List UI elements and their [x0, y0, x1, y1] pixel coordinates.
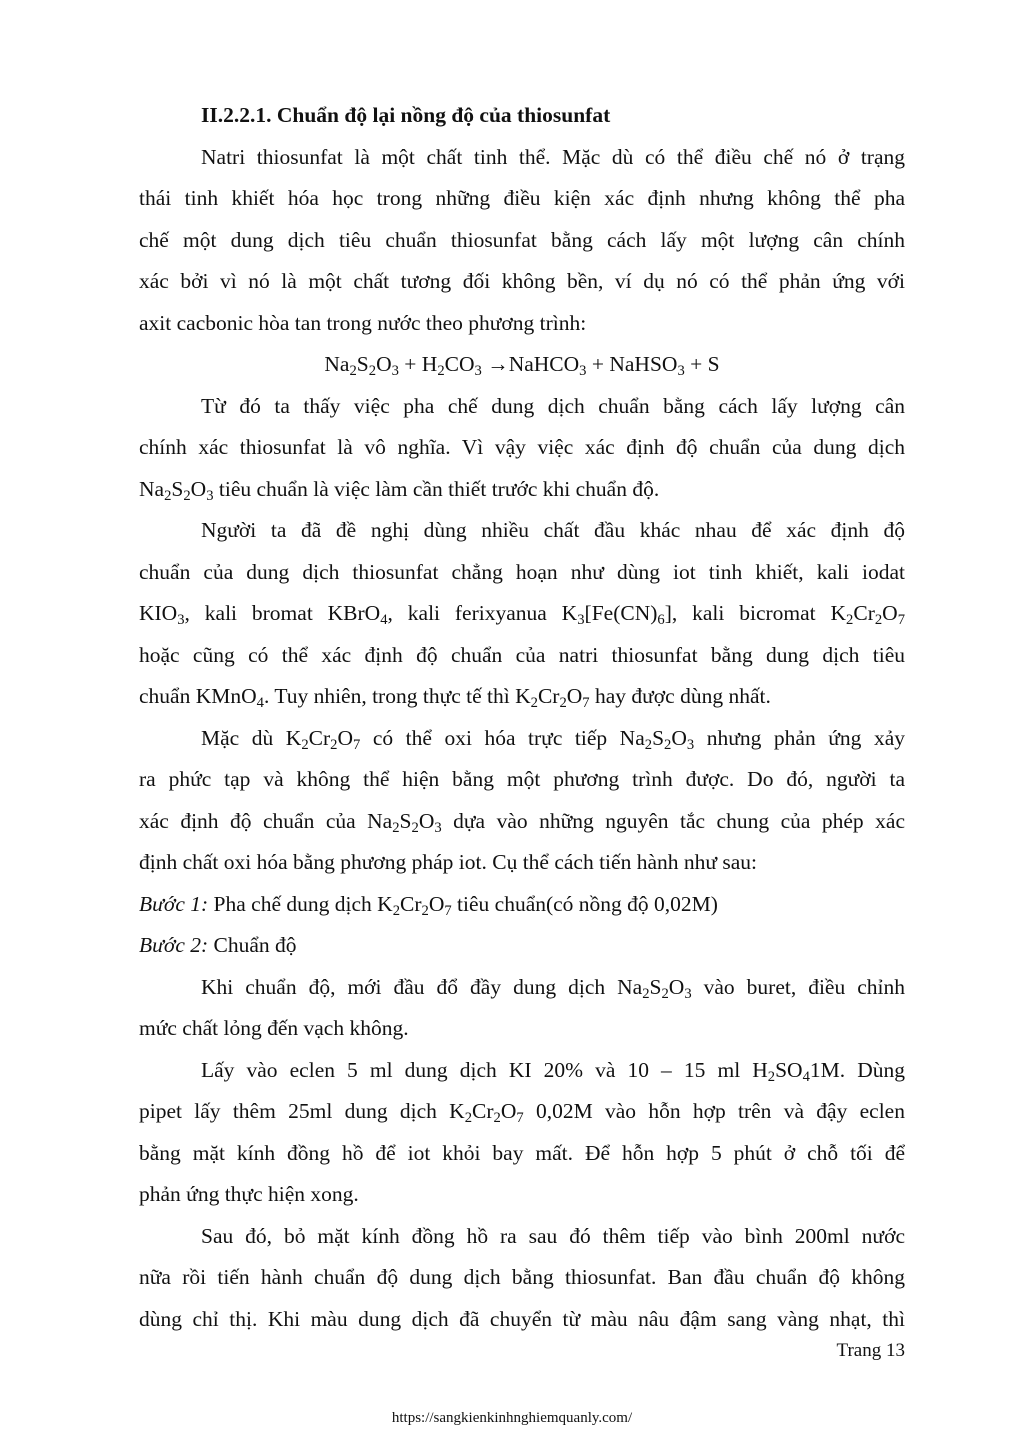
text-line: pipet lấy thêm 25ml dung dịch $K_2Cr_2O_7$ 0,02M vào hỗn hợp trên và đậy eclen: [139, 1099, 905, 1127]
text-line: Từ đó ta thấy việc pha chế dung dịch chuẩn bằng cách lấy lượng cân: [201, 393, 905, 418]
text-line: nữa rồi tiến hành chuẩn độ dung dịch bằng thiosunfat. Ban đầu chuẩn độ không: [139, 1265, 905, 1289]
text-line: thái tinh khiết hóa học trong những điều kiện xác định nhưng không thể pha: [139, 186, 905, 210]
text-line: bằng mặt kính đồng hồ để iot khỏi bay mất. Để hỗn hợp 5 phút ở chỗ tối để: [139, 1140, 905, 1165]
text-line: định chất oxi hóa bằng phương pháp iot. Cụ thể cách tiến hành như sau:: [139, 850, 758, 874]
text-line: ra phức tạp và không thể hiện bằng một phương trình được. Do đó, người ta: [139, 767, 905, 791]
text-line: Người ta đã đề nghị dùng nhiều chất đầu khác nhau để xác định độ: [201, 518, 905, 542]
text-line: chế một dung dịch tiêu chuẩn thiosunfat bằng cách lấy một lượng cân chính: [139, 227, 905, 252]
text-line: Lấy vào eclen 5 ml dung dịch KI 20% và 10 – 15 ml $H_2SO_41M$. Dùng: [201, 1057, 905, 1085]
text-line: mức chất lỏng đến vạch không.: [139, 1016, 409, 1040]
text-line: phản ứng thực hiện xong.: [139, 1182, 359, 1206]
text-line: Sau đó, bỏ mặt kính đồng hồ ra sau đó thêm tiếp vào bình 200ml nước: [201, 1223, 905, 1248]
footer-url[interactable]: https://sangkienkinhnghiemquanly.com/: [391, 1410, 633, 1426]
section-heading: II.2.2.1. Chuẩn độ lại nồng độ của thiosunfat: [201, 103, 611, 127]
text-line: Natri thiosunfat là một chất tinh thể. Mặc dù có thể điều chế nó ở trạng: [201, 144, 905, 169]
step-1-line: Bước 1: Pha chế dung dịch $K_2Cr_2O_7$ tiêu chuẩn(có nồng độ 0,02M): [139, 891, 718, 919]
text-line: xác bởi vì nó là một chất tương đối không bền, ví dụ nó có thể phản ứng với: [139, 269, 905, 293]
text-line: hoặc cũng có thể xác định độ chuẩn của natri thiosunfat bằng dung dịch tiêu: [139, 642, 905, 667]
text-line: xác định độ chuẩn của $Na_2S_2O_3$ dựa vào những nguyên tắc chung của phép xác: [139, 808, 905, 836]
page-number: Trang 13: [836, 1340, 905, 1361]
text-line: Khi chuẩn độ, mới đầu đổ đầy dung dịch $Na_2S_2O_3$ vào buret, điều chỉnh: [201, 974, 905, 1002]
chemical-equation: $Na_2S_2O_3 + H_2CO_3$ →NaHCO$_3$ + NaHSO$_3$ + S: [324, 352, 720, 380]
text-line: $Na_2S_2O_3$ tiêu chuẩn là việc làm cần thiết trước khi chuẩn độ.: [139, 476, 660, 504]
step-2-line: Bước 2: Chuẩn độ: [139, 933, 297, 957]
text-line: chuẩn KMnO$_4$. Tuy nhiên, trong thực tế thì $K_2Cr_2O_7$ hay được dùng nhất.: [139, 684, 771, 712]
text-line: axit cacbonic hòa tan trong nước theo phương trình:: [139, 310, 587, 335]
text-line: chuẩn của dung dịch thiosunfat chẳng hoạn như dùng iot tinh khiết, kali iodat: [139, 559, 905, 584]
text-line: chính xác thiosunfat là vô nghĩa. Vì vậy việc xác định độ chuẩn của dung dịch: [139, 435, 905, 459]
text-line: dùng chỉ thị. Khi màu dung dịch đã chuyển từ màu nâu đậm sang vàng nhạt, thì: [139, 1306, 905, 1331]
document-page: [139, 95, 905, 1340]
text-line: Mặc dù $K_2Cr_2O_7$ có thể oxi hóa trực tiếp $Na_2S_2O_3$ nhưng phản ứng xảy: [201, 725, 905, 753]
text-line: $KIO_3$, kali bromat KBrO$_4$, kali ferixyanua $K_3[Fe(CN)_6]$, kali bicromat $K_2Cr_2O_7$: [139, 601, 906, 629]
